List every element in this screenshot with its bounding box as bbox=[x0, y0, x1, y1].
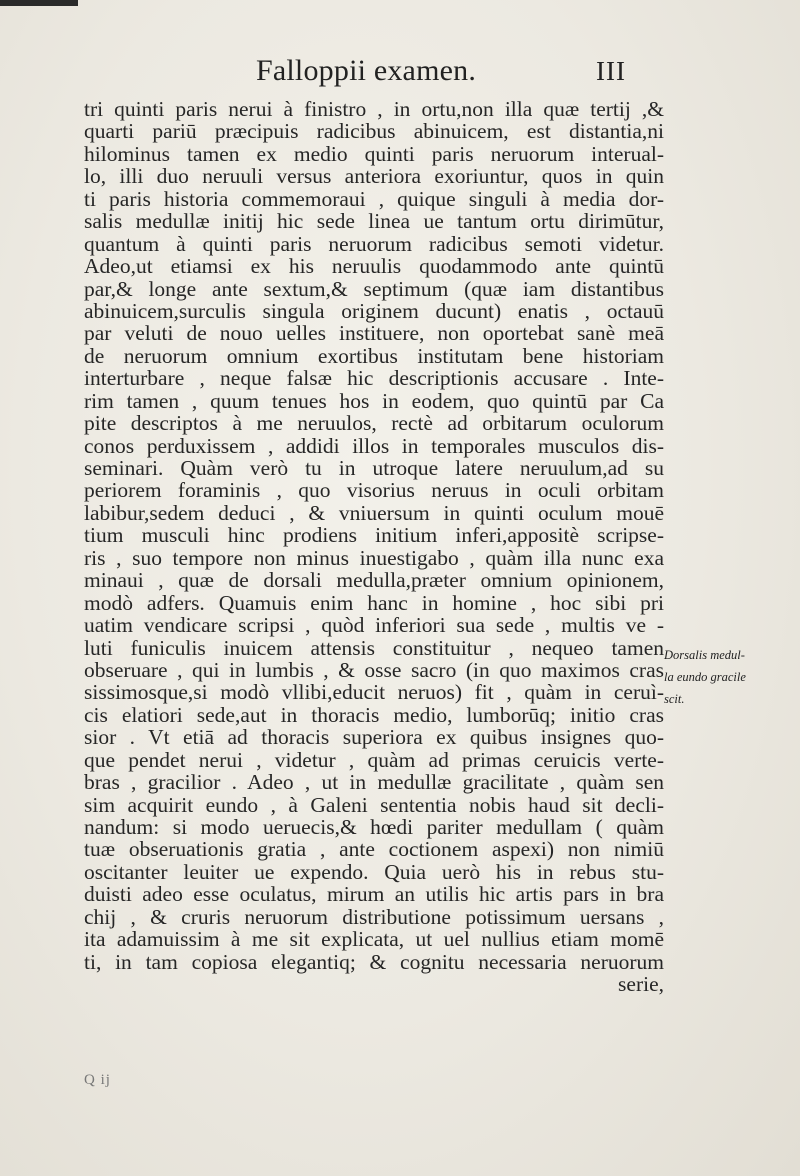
text-line: par,& longe ante sextum,& septimum (quæ iam distantibus bbox=[84, 276, 664, 301]
margin-note-line: la eundo gracile bbox=[664, 670, 746, 684]
text-line: interturbare , neque falsæ hic descriptionis accusare . Inte- bbox=[84, 366, 664, 391]
margin-note-line: scit. bbox=[664, 692, 685, 706]
running-title: Falloppii examen. bbox=[256, 54, 477, 87]
text-line: abinuicem,surculis singula originem ducunt) enatis , octauū bbox=[84, 298, 664, 323]
text-line: conos perduxissem , addidi illos in temporales musculos dis- bbox=[84, 433, 664, 458]
text-line: duisti adeo esse oculatus, mirum an utilis hic artis pars in bra bbox=[84, 882, 664, 907]
text-line: sissimosque,si modò vllibi,educit neruos) fit , quàm in ceruì- bbox=[84, 680, 664, 705]
text-line: de neruorum omnium exortibus institutam bene historiam bbox=[84, 343, 664, 368]
text-line: chij , & cruris neruorum distributione potissimum uersans , bbox=[84, 904, 664, 929]
text-line: obseruare , qui in lumbis , & osse sacro (in quo maximos cras bbox=[84, 657, 664, 682]
text-line: periorem foraminis , quo visorius neruus in oculi orbitam bbox=[84, 478, 664, 503]
text-line: par veluti de nouo uelles instituere, non oportebat sanè meā bbox=[84, 321, 664, 346]
text-line: nandum: si modo ueruecis,& hœdi pariter medullam ( quàm bbox=[84, 815, 664, 839]
text-line: bras , gracilior . Adeo , ut in medullæ gracilitate , quàm sen bbox=[84, 770, 664, 795]
text-line: minaui , quæ de dorsali medulla,præter omnium opinionem, bbox=[84, 568, 664, 593]
text-line: quarti pariū præcipuis radicibus abinuicem, est distantia,ni bbox=[84, 119, 664, 144]
text-line: oscitanter leuiter ue expendo. Quia uerò his in rebus stu- bbox=[84, 859, 664, 884]
text-line: luti funiculis inuicem attensis constituitur , nequeo tamen bbox=[84, 635, 664, 660]
text-line: tium musculi hinc prodiens initium inferi,appositè scripse- bbox=[84, 523, 664, 548]
text-line: que pendet nerui , videtur , quàm ad primas ceruicis verte- bbox=[84, 747, 664, 772]
text-line: sim acquirit eundo , à Galeni sententia nobis haud sit decli- bbox=[84, 792, 664, 817]
page-header bbox=[0, 54, 800, 94]
text-line: rim tamen , quum tenues hos in eodem, quo quintū par Ca bbox=[84, 388, 664, 413]
text-line: tuæ obseruationis gratia , ante coctionem aspexi) non nimiū bbox=[84, 837, 664, 862]
page-number: III bbox=[596, 56, 626, 86]
text-line: hilominus tamen ex medio quinti paris neruorum interual- bbox=[84, 141, 664, 166]
margin-note bbox=[664, 644, 794, 710]
text-line: lo, illi duo neruuli versus anteriora exoriuntur, quos in quin bbox=[84, 164, 664, 189]
text-line: ti, in tam copiosa elegantiq; & cognitu necessaria neruorum bbox=[84, 949, 664, 974]
text-line: sior . Vt etiā ad thoracis superiora ex quibus insignes quo- bbox=[84, 725, 664, 750]
text-line: tri quinti paris nerui à finistro , in ortu,non illa quæ tertij ,& bbox=[84, 97, 664, 121]
text-line: salis medullæ initij hic sede linea ue tantum ortu dirimūtur, bbox=[84, 209, 664, 234]
text-line: uatim vendicare scripsi , quòd inferiori sua sede , multis ve - bbox=[84, 613, 664, 638]
margin-note-line: Dorsalis medul- bbox=[664, 648, 745, 662]
text-line: pite descriptos à me neruulos, rectè ad orbitarum oculorum bbox=[84, 411, 664, 436]
text-line: cis elatiori sede,aut in thoracis medio, lumborūq; initio cras bbox=[84, 702, 664, 727]
text-line: quantum à quinti paris neruorum radicibus semoti videtur. bbox=[84, 231, 664, 256]
text-line: ti paris historia commemoraui , quique singuli à media dor- bbox=[84, 186, 664, 211]
text-line: labibur,sedem deduci , & vniuersum in quinti oculum mouē bbox=[84, 500, 664, 525]
scan-corner-mark bbox=[0, 0, 78, 6]
body-text bbox=[84, 98, 664, 996]
text-line: ita adamuissim à me sit explicata, ut uel nullius etiam momē bbox=[84, 927, 664, 952]
text-line: modò adfers. Quamuis enim hanc in homine , hoc sibi pri bbox=[84, 590, 664, 615]
text-line: serie, bbox=[618, 972, 664, 997]
text-line: ris , suo tempore non minus inuestigabo , quàm illa nunc exa bbox=[84, 545, 664, 570]
text-line: seminari. Quàm verò tu in utroque latere neruulum,ad su bbox=[84, 456, 664, 480]
signature-mark: Q ij bbox=[84, 1072, 111, 1088]
text-line: Adeo,ut etiamsi ex his neruulis quodammodo ante quintū bbox=[84, 254, 664, 279]
